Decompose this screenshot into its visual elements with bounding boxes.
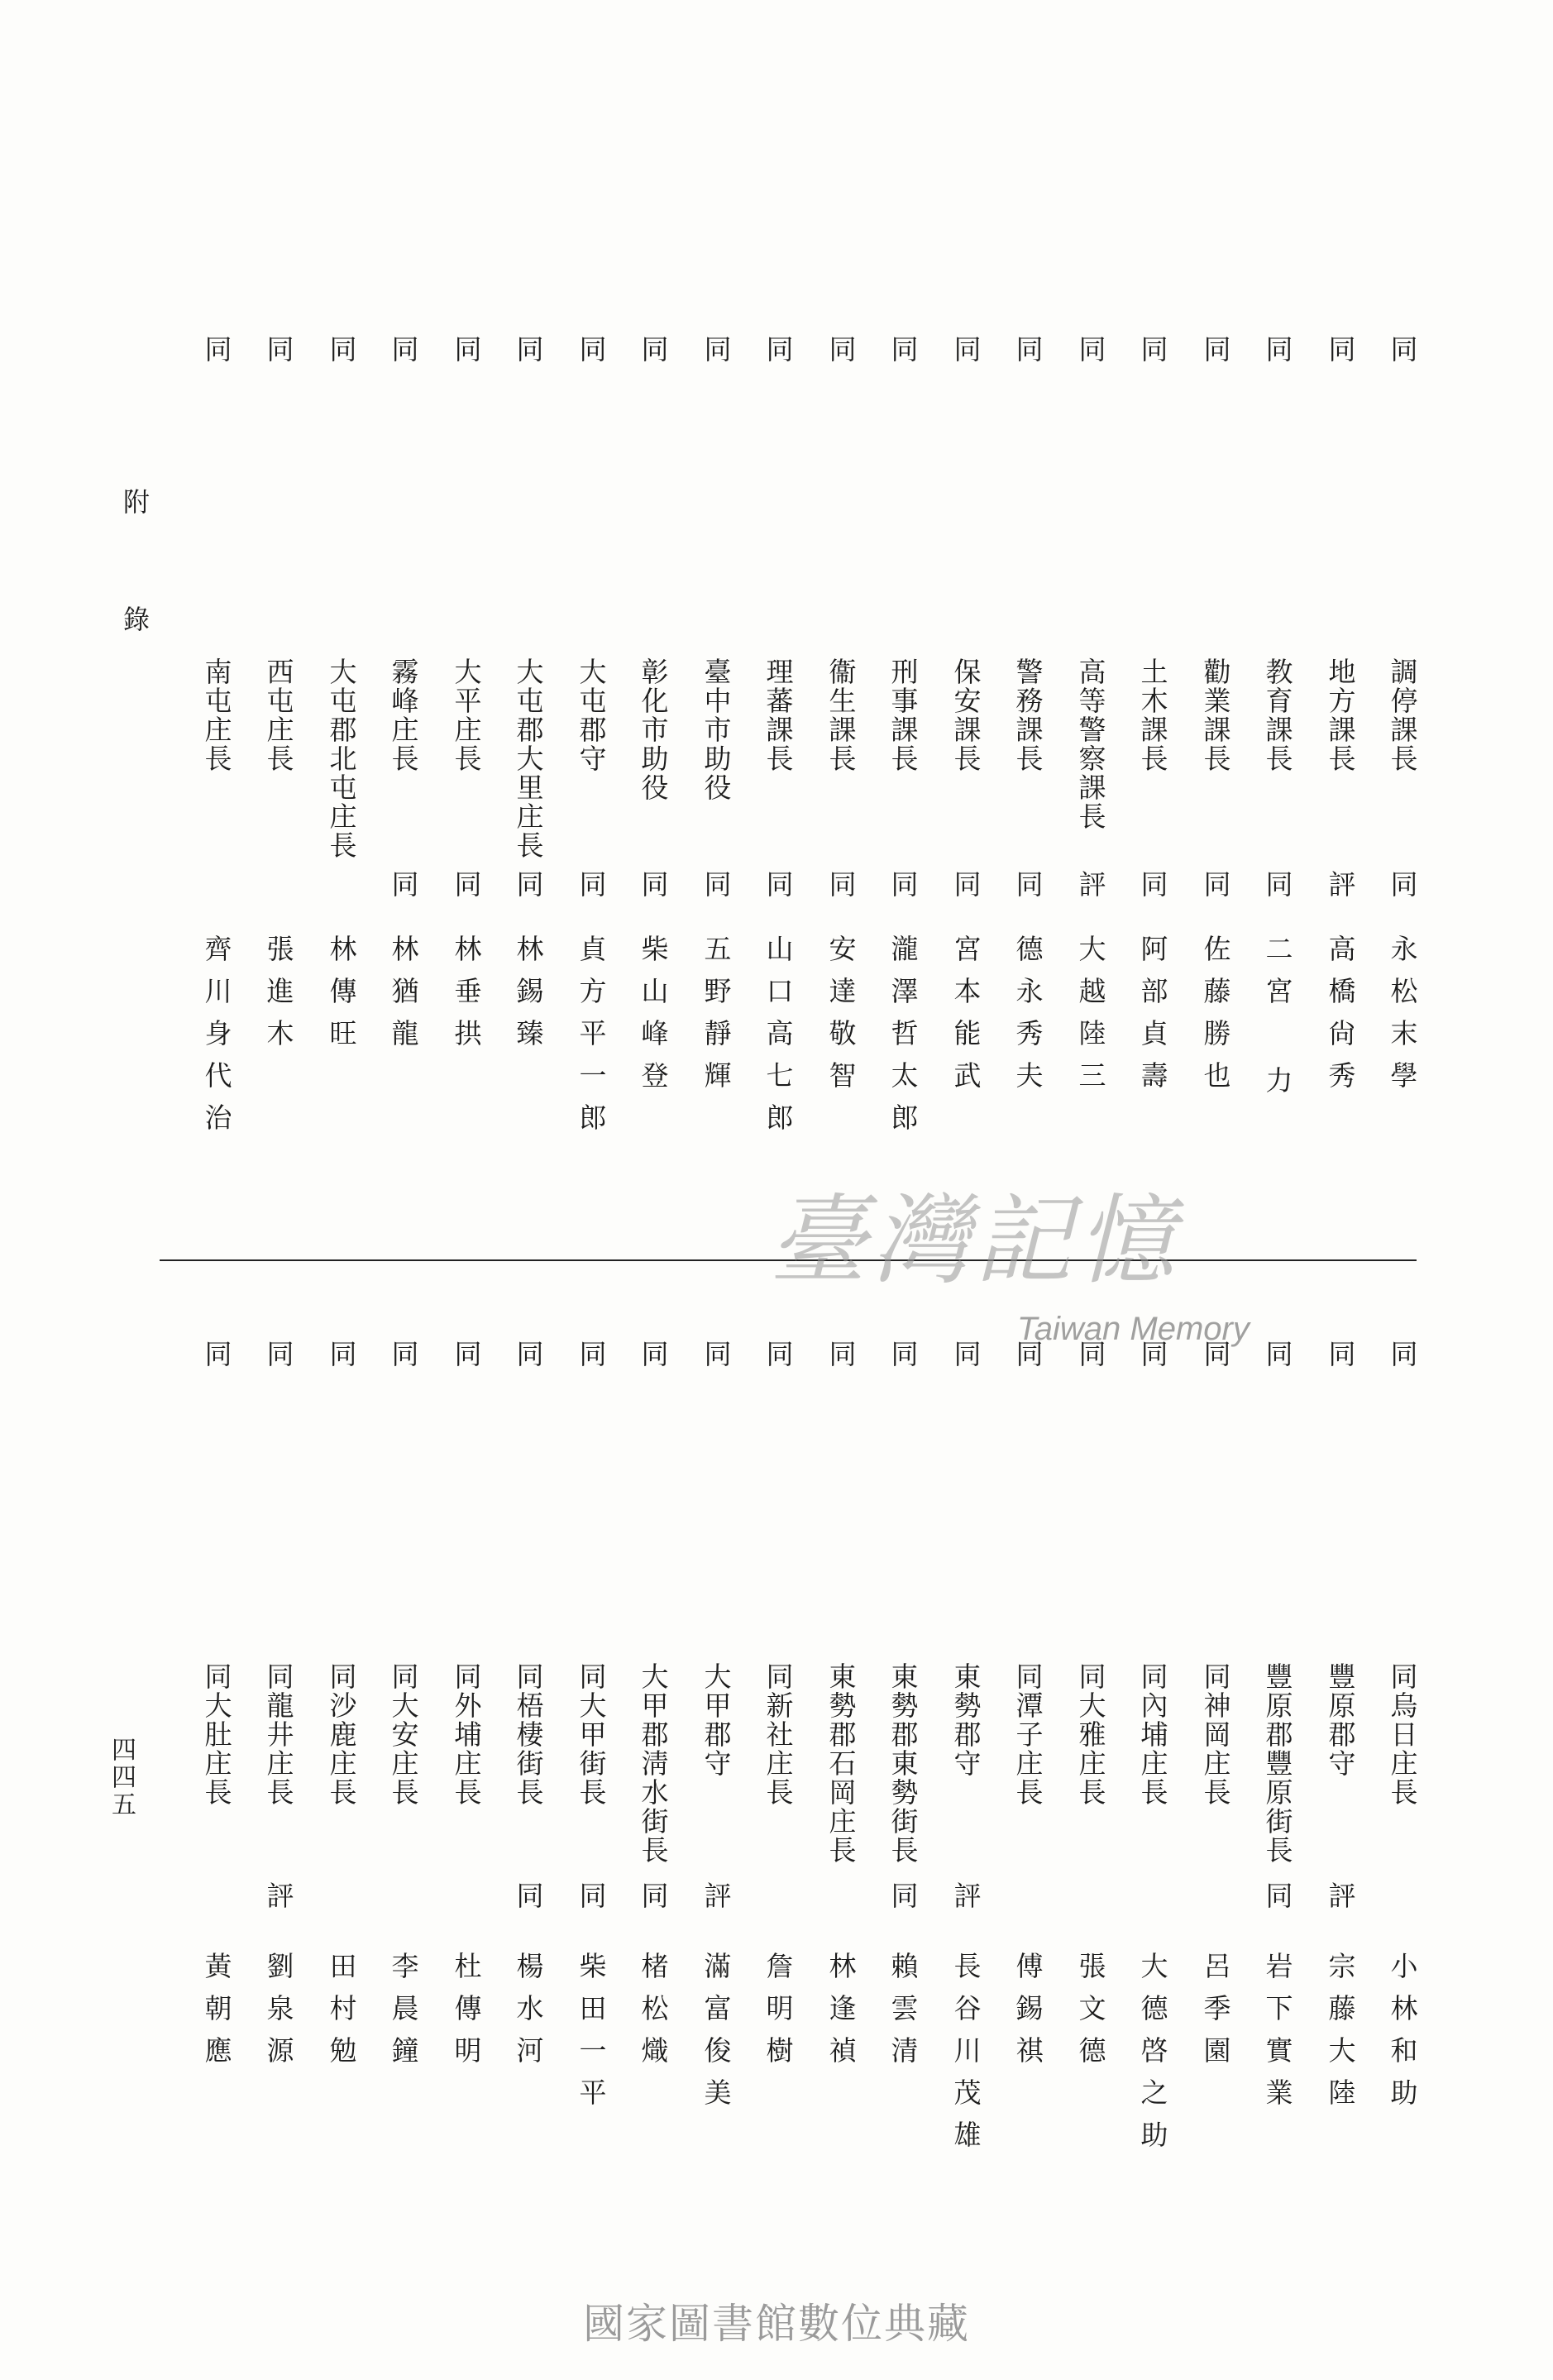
upper-rank-mark (1192, 335, 1239, 364)
lower-post-title (256, 1662, 302, 1807)
upper-rank-mark-text: 同 (824, 335, 858, 364)
lower-rank-mark (880, 1340, 926, 1369)
upper-rank-mark (693, 335, 739, 364)
upper-rank-mark-text: 同 (1074, 335, 1107, 364)
lower-rank-mark (693, 1340, 739, 1369)
upper-status-mark-text: 評 (1324, 870, 1357, 899)
lower-person-name (256, 1952, 302, 2078)
upper-status-mark (755, 870, 801, 899)
lower-rank-mark (505, 1340, 552, 1369)
lower-rank-mark (318, 1340, 365, 1369)
lower-status-mark (1254, 1881, 1301, 1910)
lower-person-name-text: 張文德 (1074, 1952, 1107, 2078)
upper-post-title-text: 霧峰庄長 (387, 657, 420, 773)
upper-post-title (693, 657, 739, 802)
upper-rank-mark-text: 同 (1011, 335, 1044, 364)
upper-status-mark-text: 同 (1199, 870, 1232, 899)
upper-post-title (1005, 657, 1051, 773)
lower-person-name-text: 林逢禎 (824, 1952, 858, 2078)
lower-person-name (1254, 1952, 1301, 2120)
lower-rank-mark-text: 同 (387, 1340, 420, 1369)
lower-post-title-text: 同沙鹿庄長 (325, 1662, 358, 1807)
upper-post-title (318, 657, 365, 860)
upper-post-title (1379, 657, 1426, 773)
upper-person-name-text: 林垂拱 (450, 934, 483, 1061)
upper-rank-mark-text: 同 (700, 335, 733, 364)
upper-status-mark (380, 870, 427, 899)
lower-rank-mark-text: 同 (700, 1340, 733, 1369)
lower-status-mark (505, 1881, 552, 1910)
upper-status-mark (443, 870, 490, 899)
upper-rank-mark-text: 同 (262, 335, 295, 364)
lower-person-name-text: 小林和助 (1386, 1952, 1419, 2120)
upper-person-name (943, 934, 989, 1103)
upper-status-mark-text: 同 (1386, 870, 1419, 899)
upper-rank-mark (505, 335, 552, 364)
upper-status-mark-text: 同 (1261, 870, 1294, 899)
upper-person-name-text: 柴山峰登 (637, 934, 670, 1103)
lower-post-title (568, 1662, 614, 1807)
lower-rank-mark-text: 同 (1074, 1340, 1107, 1369)
lower-status-mark-text: 同 (512, 1881, 545, 1910)
watermark-title: 臺灣記憶 (769, 1183, 1180, 1298)
upper-status-mark-text: 同 (387, 870, 420, 899)
lower-person-name-text: 楮松熾 (637, 1952, 670, 2078)
upper-post-title-text: 彰化市助役 (637, 657, 670, 802)
lower-rank-mark (1379, 1340, 1426, 1369)
upper-rank-mark (1317, 335, 1364, 364)
upper-person-name (630, 934, 676, 1103)
lower-rank-mark (818, 1340, 864, 1369)
upper-person-name-text: 宮本能武 (949, 934, 982, 1103)
lower-person-name-text: 杜傳明 (450, 1952, 483, 2078)
lower-person-name-text: 長谷川茂雄 (949, 1952, 982, 2163)
upper-person-name (1130, 934, 1176, 1103)
upper-post-title (443, 657, 490, 773)
upper-person-name (1005, 934, 1051, 1103)
lower-rank-mark (194, 1340, 240, 1369)
lower-rank-mark-text: 同 (575, 1340, 608, 1369)
lower-status-mark-text: 同 (886, 1881, 920, 1910)
lower-post-title-text: 同大雅庄長 (1074, 1662, 1107, 1807)
upper-status-mark-text: 同 (1136, 870, 1169, 899)
upper-rank-mark (1130, 335, 1176, 364)
upper-rank-mark (568, 335, 614, 364)
lower-post-title-text: 大甲郡淸水街長 (637, 1662, 670, 1865)
lower-post-title (318, 1662, 365, 1807)
upper-rank-mark-text: 同 (637, 335, 670, 364)
lower-person-name (1379, 1952, 1426, 2120)
upper-post-title-text: 大屯郡大里庄長 (512, 657, 545, 860)
lower-person-name-text: 黃朝應 (200, 1952, 233, 2078)
lower-person-name (693, 1952, 739, 2120)
lower-status-mark (256, 1881, 302, 1910)
upper-person-name-text: 張進木 (262, 934, 295, 1061)
lower-post-title (1379, 1662, 1426, 1807)
upper-person-name (318, 934, 365, 1061)
upper-post-title (1317, 657, 1364, 773)
section-divider (160, 1259, 1417, 1261)
upper-post-title-text: 大屯郡北屯庄長 (325, 657, 358, 860)
lower-post-title (755, 1662, 801, 1807)
lower-status-mark-text: 評 (1324, 1881, 1357, 1910)
lower-person-name (380, 1952, 427, 2078)
upper-post-title-text: 西屯庄長 (262, 657, 295, 773)
upper-status-mark (818, 870, 864, 899)
upper-rank-mark-text: 同 (1136, 335, 1169, 364)
lower-rank-mark-text: 同 (1199, 1340, 1232, 1369)
upper-status-mark-text: 同 (575, 870, 608, 899)
upper-rank-mark (380, 335, 427, 364)
lower-rank-mark (630, 1340, 676, 1369)
upper-post-title-text: 臺中市助役 (700, 657, 733, 802)
upper-post-title (755, 657, 801, 773)
upper-person-name (880, 934, 926, 1145)
upper-post-title (380, 657, 427, 773)
upper-rank-mark-text: 同 (1261, 335, 1294, 364)
lower-rank-mark-text: 同 (637, 1340, 670, 1369)
upper-rank-mark-text: 同 (200, 335, 233, 364)
upper-person-name-text: 高橋尙秀 (1324, 934, 1357, 1103)
upper-post-title-text: 地方課長 (1324, 657, 1357, 773)
lower-post-title (1068, 1662, 1114, 1807)
upper-person-name-text: 貞方平一郎 (575, 934, 608, 1145)
upper-person-name (818, 934, 864, 1103)
lower-person-name-text: 詹明樹 (762, 1952, 795, 2078)
lower-rank-mark (1254, 1340, 1301, 1369)
upper-post-title (1192, 657, 1239, 773)
lower-rank-mark (755, 1340, 801, 1369)
lower-rank-mark (568, 1340, 614, 1369)
upper-person-name-text: 德永秀夫 (1011, 934, 1044, 1103)
lower-rank-mark-text: 同 (1136, 1340, 1169, 1369)
upper-rank-mark-text: 同 (325, 335, 358, 364)
lower-post-title-text: 同烏日庄長 (1386, 1662, 1419, 1807)
upper-rank-mark (1068, 335, 1114, 364)
upper-post-title (1130, 657, 1176, 773)
lower-rank-mark (443, 1340, 490, 1369)
lower-person-name (818, 1952, 864, 2078)
lower-person-name (318, 1952, 365, 2078)
lower-rank-mark (1130, 1340, 1176, 1369)
upper-post-title (943, 657, 989, 773)
lower-post-title (443, 1662, 490, 1807)
lower-post-title-text: 同龍井庄長 (262, 1662, 295, 1807)
upper-post-title (568, 657, 614, 773)
lower-post-title-text: 東勢郡石岡庄長 (824, 1662, 858, 1865)
upper-status-mark-text: 同 (512, 870, 545, 899)
upper-person-name (1317, 934, 1364, 1103)
lower-post-title-text: 同內埔庄長 (1136, 1662, 1169, 1807)
lower-post-title-text: 同大甲街長 (575, 1662, 608, 1807)
lower-post-title-text: 東勢郡守 (949, 1662, 982, 1778)
lower-rank-mark (256, 1340, 302, 1369)
upper-rank-mark-text: 同 (387, 335, 420, 364)
lower-rank-mark (380, 1340, 427, 1369)
lower-rank-mark-text: 同 (886, 1340, 920, 1369)
lower-person-name-text: 呂季園 (1199, 1952, 1232, 2078)
upper-status-mark-text: 評 (1074, 870, 1107, 899)
upper-person-name-text: 阿部貞壽 (1136, 934, 1169, 1103)
upper-rank-mark-text: 同 (512, 335, 545, 364)
lower-rank-mark-text: 同 (450, 1340, 483, 1369)
upper-status-mark (568, 870, 614, 899)
upper-rank-mark-text: 同 (1324, 335, 1357, 364)
library-footer: 國家圖書館數位典藏 (583, 2301, 970, 2347)
upper-rank-mark (256, 335, 302, 364)
lower-person-name (194, 1952, 240, 2078)
upper-status-mark (1068, 870, 1114, 899)
lower-rank-mark-text: 同 (325, 1340, 358, 1369)
lower-post-title-text: 大甲郡守 (700, 1662, 733, 1778)
lower-person-name (630, 1952, 676, 2078)
upper-status-mark (880, 870, 926, 899)
lower-post-title-text: 豐原郡守 (1324, 1662, 1357, 1778)
lower-person-name-text: 滿富俊美 (700, 1952, 733, 2120)
lower-status-mark (943, 1881, 989, 1910)
lower-status-mark (630, 1881, 676, 1910)
lower-post-title (630, 1662, 676, 1865)
lower-post-title (505, 1662, 552, 1807)
upper-status-mark (630, 870, 676, 899)
lower-rank-mark (1068, 1340, 1114, 1369)
upper-post-title (630, 657, 676, 802)
page-number: 四四五 (107, 1737, 136, 1818)
lower-post-title (194, 1662, 240, 1807)
upper-post-title (1068, 657, 1114, 831)
lower-post-title-text: 同梧棲街長 (512, 1662, 545, 1807)
lower-post-title-text: 同新社庄長 (762, 1662, 795, 1807)
appendix-label: 附錄 (119, 488, 151, 723)
lower-status-mark-text: 評 (949, 1881, 982, 1910)
lower-status-mark-text: 評 (700, 1881, 733, 1910)
lower-person-name-text: 岩下實業 (1261, 1952, 1294, 2120)
upper-post-title-text: 大屯郡守 (575, 657, 608, 773)
lower-rank-mark (1317, 1340, 1364, 1369)
upper-post-title-text: 土木課長 (1136, 657, 1169, 773)
upper-post-title-text: 高等警察課長 (1074, 657, 1107, 831)
lower-post-title-text: 東勢郡東勢街長 (886, 1662, 920, 1865)
lower-rank-mark-text: 同 (1386, 1340, 1419, 1369)
lower-person-name (505, 1952, 552, 2078)
upper-status-mark (1130, 870, 1176, 899)
upper-rank-mark-text: 同 (450, 335, 483, 364)
upper-person-name (505, 934, 552, 1061)
upper-rank-mark (755, 335, 801, 364)
lower-person-name (1317, 1952, 1364, 2120)
lower-post-title (1254, 1662, 1301, 1865)
upper-rank-mark-text: 同 (949, 335, 982, 364)
lower-person-name-text: 傅錫祺 (1011, 1952, 1044, 2078)
lower-post-title (880, 1662, 926, 1865)
upper-status-mark-text: 同 (886, 870, 920, 899)
upper-status-mark (1379, 870, 1426, 899)
lower-person-name (943, 1952, 989, 2163)
lower-person-name (1192, 1952, 1239, 2078)
lower-rank-mark-text: 同 (824, 1340, 858, 1369)
upper-post-title-text: 大平庄長 (450, 657, 483, 773)
lower-person-name (1068, 1952, 1114, 2078)
upper-person-name-text: 二宮 力 (1261, 934, 1294, 1108)
lower-rank-mark (943, 1340, 989, 1369)
upper-person-name (1192, 934, 1239, 1103)
lower-status-mark-text: 評 (262, 1881, 295, 1910)
lower-person-name-text: 楊水河 (512, 1952, 545, 2078)
upper-person-name-text: 齊川身代治 (200, 934, 233, 1145)
lower-rank-mark-text: 同 (762, 1340, 795, 1369)
lower-post-title-text: 同大安庄長 (387, 1662, 420, 1807)
upper-person-name-text: 永松末學 (1386, 934, 1419, 1103)
lower-status-mark (568, 1881, 614, 1910)
upper-status-mark (1254, 870, 1301, 899)
watermark-subtitle: Taiwan Memory (1017, 1311, 1250, 1347)
upper-status-mark (1005, 870, 1051, 899)
upper-person-name-text: 五野靜輝 (700, 934, 733, 1103)
upper-rank-mark (1005, 335, 1051, 364)
lower-post-title (380, 1662, 427, 1807)
upper-rank-mark-text: 同 (1386, 335, 1419, 364)
upper-person-name (1068, 934, 1114, 1103)
upper-rank-mark (880, 335, 926, 364)
upper-rank-mark (1379, 335, 1426, 364)
upper-post-title (880, 657, 926, 773)
upper-status-mark (1192, 870, 1239, 899)
lower-rank-mark-text: 同 (949, 1340, 982, 1369)
lower-post-title (818, 1662, 864, 1865)
upper-post-title (256, 657, 302, 773)
upper-post-title-text: 教育課長 (1261, 657, 1294, 773)
lower-rank-mark-text: 同 (1324, 1340, 1357, 1369)
lower-post-title-text: 豐原郡豐原街長 (1261, 1662, 1294, 1865)
lower-rank-mark (1005, 1340, 1051, 1369)
upper-person-name (380, 934, 427, 1061)
lower-person-name (1005, 1952, 1051, 2078)
lower-person-name (755, 1952, 801, 2078)
lower-rank-mark (1192, 1340, 1239, 1369)
upper-rank-mark (318, 335, 365, 364)
upper-status-mark-text: 同 (450, 870, 483, 899)
upper-post-title (194, 657, 240, 773)
lower-post-title-text: 同神岡庄長 (1199, 1662, 1232, 1807)
lower-person-name-text: 柴田一平 (575, 1952, 608, 2120)
lower-person-name-text: 宗藤大陸 (1324, 1952, 1357, 2120)
upper-rank-mark (443, 335, 490, 364)
upper-person-name (443, 934, 490, 1061)
upper-status-mark-text: 同 (824, 870, 858, 899)
upper-post-title (1254, 657, 1301, 773)
lower-person-name (1130, 1952, 1176, 2163)
upper-status-mark-text: 同 (949, 870, 982, 899)
upper-person-name-text: 林猶龍 (387, 934, 420, 1061)
upper-status-mark-text: 同 (762, 870, 795, 899)
upper-person-name (256, 934, 302, 1061)
upper-person-name-text: 大越陸三 (1074, 934, 1107, 1103)
upper-status-mark-text: 同 (1011, 870, 1044, 899)
lower-person-name (568, 1952, 614, 2120)
upper-rank-mark (630, 335, 676, 364)
lower-post-title-text: 同外埔庄長 (450, 1662, 483, 1807)
lower-rank-mark-text: 同 (200, 1340, 233, 1369)
lower-rank-mark-text: 同 (512, 1340, 545, 1369)
lower-status-mark (693, 1881, 739, 1910)
upper-person-name (693, 934, 739, 1103)
lower-person-name-text: 李晨鐘 (387, 1952, 420, 2078)
lower-rank-mark-text: 同 (1261, 1340, 1294, 1369)
lower-post-title-text: 同大肚庄長 (200, 1662, 233, 1807)
upper-rank-mark (943, 335, 989, 364)
lower-post-title-text: 同潭子庄長 (1011, 1662, 1044, 1807)
lower-person-name-text: 大德啓之助 (1136, 1952, 1169, 2163)
lower-status-mark-text: 同 (637, 1881, 670, 1910)
upper-person-name-text: 安達敬智 (824, 934, 858, 1103)
upper-status-mark-text: 同 (700, 870, 733, 899)
upper-person-name (194, 934, 240, 1145)
lower-person-name (443, 1952, 490, 2078)
upper-post-title-text: 警務課長 (1011, 657, 1044, 773)
lower-post-title (1192, 1662, 1239, 1807)
upper-rank-mark-text: 同 (575, 335, 608, 364)
upper-post-title-text: 調停課長 (1386, 657, 1419, 773)
upper-rank-mark (194, 335, 240, 364)
lower-post-title (693, 1662, 739, 1778)
upper-person-name (568, 934, 614, 1145)
upper-rank-mark-text: 同 (1199, 335, 1232, 364)
lower-rank-mark-text: 同 (1011, 1340, 1044, 1369)
lower-person-name (880, 1952, 926, 2078)
upper-post-title-text: 理蕃課長 (762, 657, 795, 773)
upper-person-name-text: 佐藤勝也 (1199, 934, 1232, 1103)
lower-post-title (1130, 1662, 1176, 1807)
upper-status-mark (505, 870, 552, 899)
lower-post-title (943, 1662, 989, 1778)
upper-person-name-text: 瀧澤哲太郎 (886, 934, 920, 1145)
upper-status-mark (1317, 870, 1364, 899)
upper-post-title (818, 657, 864, 773)
lower-post-title (1005, 1662, 1051, 1807)
upper-person-name-text: 林錫臻 (512, 934, 545, 1061)
upper-post-title (505, 657, 552, 860)
lower-person-name-text: 田村勉 (325, 1952, 358, 2078)
lower-status-mark-text: 同 (575, 1881, 608, 1910)
upper-post-title-text: 勸業課長 (1199, 657, 1232, 773)
upper-person-name-text: 林傳旺 (325, 934, 358, 1061)
upper-post-title-text: 衞生課長 (824, 657, 858, 773)
upper-post-title-text: 南屯庄長 (200, 657, 233, 773)
upper-status-mark (693, 870, 739, 899)
upper-rank-mark (818, 335, 864, 364)
lower-post-title (1317, 1662, 1364, 1778)
lower-status-mark (1317, 1881, 1364, 1910)
upper-person-name-text: 山口高七郎 (762, 934, 795, 1145)
upper-post-title-text: 保安課長 (949, 657, 982, 773)
upper-rank-mark-text: 同 (886, 335, 920, 364)
upper-person-name (1254, 934, 1301, 1108)
upper-status-mark (943, 870, 989, 899)
lower-status-mark (880, 1881, 926, 1910)
upper-person-name (755, 934, 801, 1145)
lower-person-name-text: 賴雲清 (886, 1952, 920, 2078)
upper-rank-mark-text: 同 (762, 335, 795, 364)
upper-status-mark-text: 同 (637, 870, 670, 899)
upper-rank-mark (1254, 335, 1301, 364)
lower-rank-mark-text: 同 (262, 1340, 295, 1369)
lower-status-mark-text: 同 (1261, 1881, 1294, 1910)
upper-person-name (1379, 934, 1426, 1103)
lower-person-name-text: 劉泉源 (262, 1952, 295, 2078)
upper-post-title-text: 刑事課長 (886, 657, 920, 773)
